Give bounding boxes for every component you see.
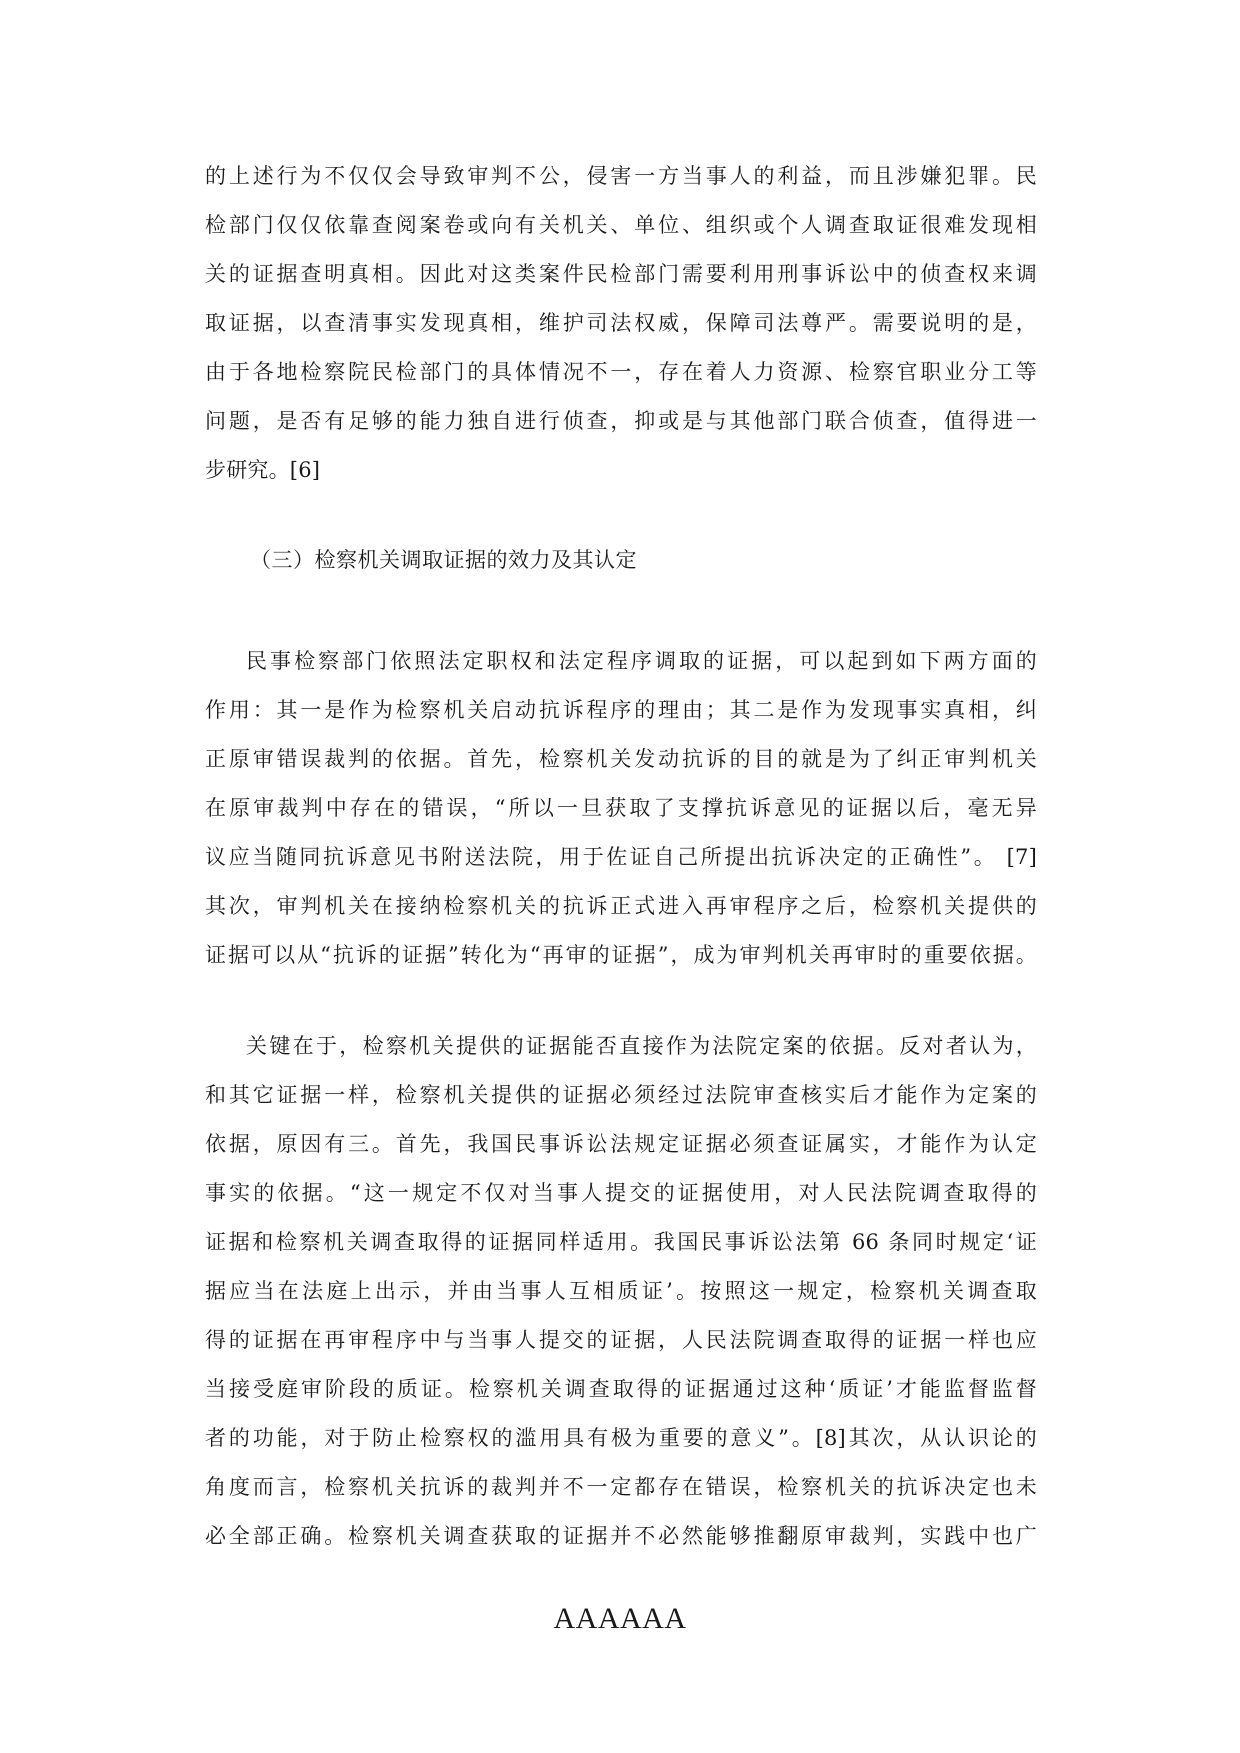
paragraph-3-line-1: 关键在于，检察机关提供的证据能否直接作为法院定案的依据。反对者认为，: [246, 1034, 1037, 1058]
paragraph-2-line-4: 在原审裁判中存在的错误，“所以一旦获取了支撑抗诉意见的证据以后，毫无异: [205, 796, 1037, 820]
paragraph-1-line-1: 的上述行为不仅仅会导致审判不公，侵害一方当事人的利益，而且涉嫌犯罪。民: [205, 164, 1037, 188]
paragraph-1-line-2: 检部门仅仅依靠查阅案卷或向有关机关、单位、组织或个人调查取证很难发现相: [205, 213, 1037, 237]
paragraph-1-line-6: 问题，是否有足够的能力独自进行侦查，抑或是与其他部门联合侦查，值得进一: [205, 409, 1037, 433]
paragraph-2-line-6: 其次，审判机关在接纳检察机关的抗诉正式进入再审程序之后，检察机关提供的: [205, 894, 1037, 918]
paragraph-1-line-4: 取证据，以查清事实发现真相，维护司法权威，保障司法尊严。需要说明的是，: [205, 311, 1037, 335]
paragraph-3-line-9: 者的功能，对于防止检察权的滥用具有极为重要的意义”。[8]其次，从认识论的: [205, 1426, 1037, 1450]
paragraph-1-line-5: 由于各地检察院民检部门的具体情况不一，存在着人力资源、检察官职业分工等: [205, 360, 1037, 384]
paragraph-2-line-2: 作用：其一是作为检察机关启动抗诉程序的理由；其二是作为发现事实真相，纠: [205, 698, 1037, 722]
paragraph-3-line-3: 依据，原因有三。首先，我国民事诉讼法规定证据必须查证属实，才能作为认定: [205, 1132, 1037, 1156]
paragraph-3-line-11: 必全部正确。检察机关调查获取的证据并不必然能够推翻原审裁判，实践中也广: [205, 1524, 1037, 1548]
paragraph-3-line-5: 证据和检察机关调查取得的证据同样适用。我国民事诉讼法第 66 条同时规定‘证: [205, 1230, 1037, 1254]
paragraph-3-line-7: 得的证据在再审程序中与当事人提交的证据，人民法院调查取得的证据一样也应: [205, 1328, 1037, 1352]
paragraph-2-line-3: 正原审错误裁判的依据。首先，检察机关发动抗诉的目的就是为了纠正审判机关: [205, 747, 1037, 771]
paragraph-2-line-5: 议应当随同抗诉意见书附送法院，用于佐证自己所提出抗诉决定的正确性”。 [7]: [205, 845, 1037, 869]
paragraph-3-line-6: 据应当在法庭上出示，并由当事人互相质证’。按照这一规定，检察机关调查取: [205, 1279, 1037, 1303]
paragraph-1-line-7: 步研究。[6]: [205, 458, 321, 482]
paragraph-3-line-4: 事实的依据。“这一规定不仅对当事人提交的证据使用，对人民法院调查取得的: [205, 1181, 1037, 1205]
section-heading: （三）检察机关调取证据的效力及其认定: [250, 548, 637, 572]
paragraph-3-line-8: 当接受庭审阶段的质证。检察机关调查取得的证据通过这种‘质证’才能监督监督: [205, 1377, 1037, 1401]
page-footer: AAAAAA: [553, 1602, 687, 1635]
paragraph-2-line-1: 民事检察部门依照法定职权和法定程序调取的证据，可以起到如下两方面的: [246, 649, 1037, 673]
paragraph-1-line-3: 关的证据查明真相。因此对这类案件民检部门需要利用刑事诉讼中的侦查权来调: [205, 262, 1037, 286]
paragraph-3-line-2: 和其它证据一样，检察机关提供的证据必须经过法院审查核实后才能作为定案的: [205, 1083, 1037, 1107]
paragraph-2-line-7: 证据可以从“抗诉的证据”转化为“再审的证据”，成为审判机关再审时的重要依据。: [205, 943, 1037, 967]
paragraph-3-line-10: 角度而言，检察机关抗诉的裁判并不一定都存在错误，检察机关的抗诉决定也未: [205, 1475, 1037, 1499]
